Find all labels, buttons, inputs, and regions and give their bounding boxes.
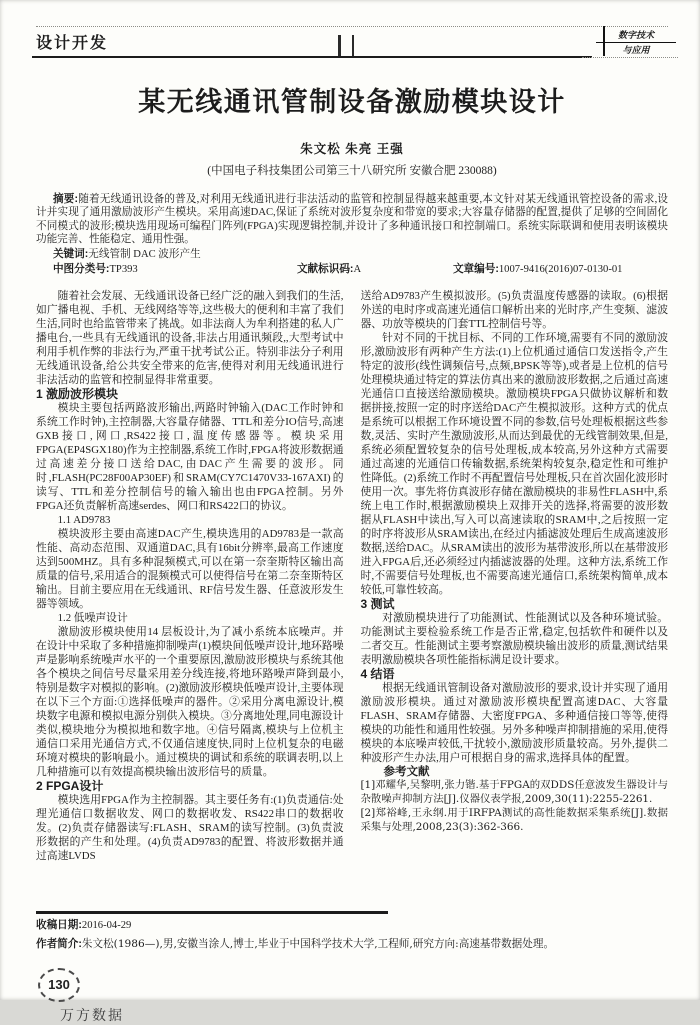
clc-number: 中图分类号:TP393 — [52, 263, 138, 276]
reference-item: [2]郑裕峰,王永纲.用于IRFPA测试的高性能数据采集系统[J].数据采集与处理,2008,23(3):362-366. — [360, 807, 668, 833]
author-bio: 作者简介:朱文松(1986—),男,安徽当涂人,博士,毕业于中国科学技术大学,工程师,研究方向:高速基带数据处理。 — [36, 937, 555, 950]
reference-item: [1]邓耀华,吴黎明,张力锴.基于FPGA的双DDS任意波发生器设计与杂散噪声抑制方法[J].仪器仪表学报,2009,30(11):2255-2261. — [360, 779, 668, 806]
section-heading-3: 3 测试 — [360, 597, 395, 612]
paragraph: 根据无线通讯管制设备对激励波形的要求,设计并实现了通用激励波形模块。通过对激励波形模块配置高速DAC、大容量FLASH、SRAM存储器、大密度FPGA、多种通信接口等等,使得模块的功能性和通用性较强。另外多种噪声抑制措施的采用,使得模块的本底噪声较低,干扰较小,激励波形质量较高。另外,提供二种波形产生办法,用户可根据自身的需求,选择具体的配置。 — [360, 682, 668, 765]
intro-paragraph: 随着社会发展、无线通讯设备已经广泛的融入到我们的生活,如广播电视、手机、无线网络等等,这些极大的便利和丰富了我们生活,同时也给监管带来了挑战。如非法商人为牟利搭建的私人广播电台,一些具有无线通讯的设备,非法占用通讯频段,,大型考试中利用手机作弊的非法行为,严重干扰考试公正。特别非法分子利用无线通讯设备,给公共安全带来的危害,使得对利用无线通讯进行非法活动的监管和控制显得非常重要。 — [36, 290, 344, 387]
keywords — [36, 248, 668, 261]
page-number: 130 — [48, 977, 70, 993]
footer-divider — [36, 911, 388, 914]
paragraph-continuation: 送给AD9783产生模拟波形。(5)负责温度传感器的读取。(6)根据外送的电时序或高速光通信口解析出来的光时序,产生变频、滤波器、功放等模块的门套TTL控制信号等。 — [360, 290, 668, 331]
subsection-heading-1-1: 1.1 AD9783 — [57, 514, 111, 527]
section-heading-4: 4 结语 — [360, 667, 395, 682]
section-label: 设计开发 — [36, 35, 109, 52]
paragraph: 针对不同的干扰目标、不同的工作环境,需要有不同的激励波形,激励波形有两种产生方法:(1)上位机通过通信口发送指令,产生特定的波形(线性调频信号,点频,BPSK等等),或者是上位机的信号处理模块通过特定的算法仿真出来的激励波形数据,之后通过高速光通信口直接送给激励模块。激励模块FPGA只做协议解析和数据拼接,按照一定的时序送给DAC产生模拟波形。这种方式的优点是系统可以根据工作环境设置不同的参数,信号处理板根据这些参数,灵活、实时产生激励波形,从而达到最优的无线管制效果,但是,系统必须配置较复杂的信号处理板,成本较高,另外这种方式需要通过高速的光通信口传输数据,系统架构较复杂,稳定性和可维护性降低。(2)系统工作时不再配置信号处理板,只在首次固化波形时使用一次。事先将仿真波形存储在激励模块的非易性FLASH中,系统上电工作时,根据激励模块上双排开关的选择,将需要的波形数据从FLASH中读出,写入可以高速读取的SRAM中,之后按照一定的时序将波形从SRAM读出,在经过内插滤波处理后生成高速波形数据,送给DAC。从SRAM读出的波形为基带波形,所以在基带波形进入FPGA后,还必须经过内插滤波器的处理。这种方法,系统工作时,不需要信号处理板,也不需要高速光通信口,系统架构简单,成本较低,可靠性较高。 — [360, 332, 668, 597]
header-dotted-rule — [582, 57, 678, 58]
article-meta — [36, 263, 668, 276]
subsection-heading-1-2: 1.2 低噪声设计 — [57, 612, 128, 625]
wanfang-watermark: 万方数据 — [60, 1008, 124, 1024]
abstract-block — [36, 193, 668, 276]
keywords-label: 关键词: — [52, 247, 89, 260]
journal-badge-line1: 数字技术 — [596, 29, 676, 43]
registration-marks — [338, 35, 365, 58]
document-code: 文献标识码:A — [296, 263, 362, 276]
paragraph: 模块选用FPGA作为主控制器。其主要任务有:(1)负责通信:处理光通信口数据收发、网口的数据收发、RS422串口的数据收发。(2)负责存储器读写:FLASH、SRAM的读写控制。(3)负责波形数据的产生和处理。(4)负责AD9783的配置、将波形数据并通过高速LVDS — [36, 794, 344, 863]
page-header — [36, 27, 668, 58]
header-main-rule — [32, 56, 592, 58]
journal-badge — [596, 29, 676, 56]
abstract-text: 随着无线通讯设备的普及,对利用无线通讯进行非法活动的监管和控制显得越来越重要,本文针对某无线通讯管控设备的需求,设计并实现了通用激励波形产生模块。采用高速DAC,保证了系统对波形复杂度和带宽的要求;大容量存储器的配置,提供了足够的空间固化不同模式的波形;模块选用现场可编程门阵列(FPGA)实现逻辑控制,并设计了多种通讯接口和控制端口。系统实际联调和使用表明该模块功能完善、性能稳定、通用性强。 — [36, 194, 668, 246]
paragraph: 激励波形模块使用14 层板设计,为了减小系统本底噪声。并在设计中采取了多种措施抑制噪声(1)模块间低噪声设计,地环路噪声是影响系统噪声水平的一个重要原因,激励波形模块与系统其他各个模块之间信号尽量采用差分线连接,将地环路噪声降到最小,特别是数字对模拟的影响。(2)激励波形模块低噪声设计,主要体现在以下三个方面:①选择低噪声的器件。②采用分离电源设计,模块数字电源和模拟电源分别供入模块。③分离地处理,同电源设计类似,模块地分为模拟地和数字地。④信号隔离,模块与上位机主通信口采用光通信方式,不仅通信速度快,同时上位机复杂的电磁环境对模块的影响最小。通过模块的调试和系统的联调表明,以上几种措施可以有效提高模块输出波形信号的质量。 — [36, 626, 344, 779]
affiliation: (中国电子科技集团公司第三十八研究所 安徽合肥 230088) — [207, 165, 497, 177]
paragraph: 对激励模块进行了功能测试、性能测试以及各种环境试验。功能测试主要检验系统工作是否正常,稳定,包括软件和硬件以及二者交互。性能测试主要考察激励模块输出波形的质量,测试结果表明激励模块各项性能指标满足设计要求。 — [360, 612, 668, 667]
references-heading: 参考文献 — [383, 766, 430, 779]
journal-badge-line2: 与应用 — [622, 45, 650, 55]
keywords-text: 无线管制 DAC 波形产生 — [88, 248, 201, 260]
section-heading-2: 2 FPGA设计 — [36, 779, 104, 794]
body-columns — [36, 289, 668, 906]
right-column — [361, 289, 669, 906]
abstract-label: 摘要: — [52, 193, 79, 205]
paragraph: 模块主要包括两路波形输出,两路时钟输入(DAC工作时钟和系统工作时钟),主控制器,大容量存储器、TTL和差分IO信号,高速GXB接口,网口,RS422接口,温度传感器等。模块采用FPGA(EP4SGX180)作为主控制器,系统工作时,FPGA将波形数据通过高速差分接口送给DAC,由DAC产生需要的波形。同时,FLASH(PC28F00AP30EF)和SRAM(CY7C1470V33-167AXI)的读写、TTL和差分控制信号的输入输出也由FPGA控制。另外FPGA还负责解析高速serdes、网口和RS422口的协议。 — [36, 402, 344, 513]
left-column — [36, 289, 344, 906]
section-heading-1: 1 激励波形模块 — [36, 387, 119, 402]
paragraph: 模块波形主要由高速DAC产生,模块选用的AD9783是一款高性能、高动态范围、双通道DAC,具有16bit分辨率,最高工作速度达到500MHZ。具有多种混频模式,可以在第一奈奎斯特区输出高质量的信号,采用适合的混频模式可以使得信号在第二奈奎斯特区输出。目前主要应用在无线通讯、RF信号发生器、任意波形发生器等领域。 — [36, 528, 344, 611]
abstract — [36, 193, 668, 247]
authors: 朱文松 朱亮 王强 — [300, 142, 404, 156]
page-number-stamp — [38, 968, 80, 1002]
article-id: 文章编号:1007-9416(2016)07-0130-01 — [452, 263, 623, 276]
received-date: 收稿日期:2016-04-29 — [36, 918, 132, 931]
article-title: 某无线通讯管制设备激励模块设计 — [138, 87, 566, 117]
